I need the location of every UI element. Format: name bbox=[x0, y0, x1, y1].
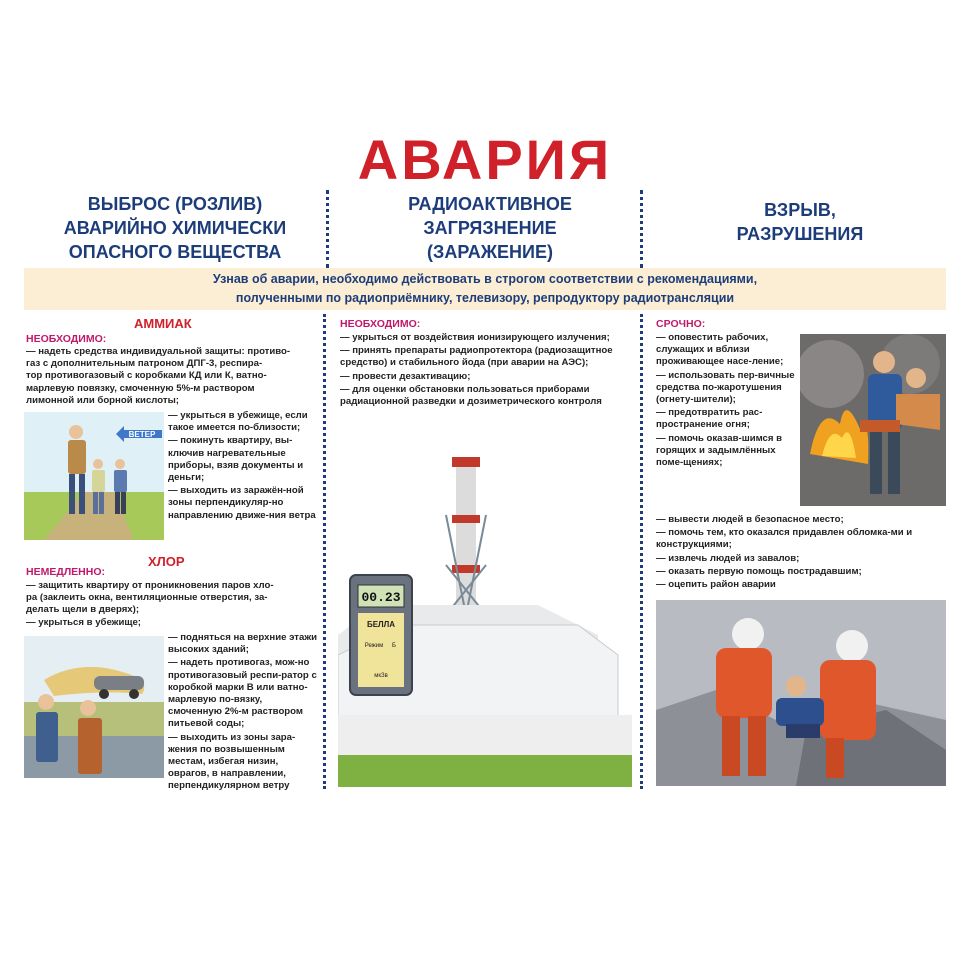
radiation-items bbox=[340, 332, 630, 409]
text-line: — защитить квартиру от проникновения паров хло- bbox=[26, 580, 274, 591]
list-item: — оповестить рабочих, служащих и вблизи проживающее насе-ление; bbox=[656, 332, 784, 368]
heading-line: ЗАГРЯЗНЕНИЕ bbox=[423, 218, 557, 238]
text-line: делать щели в дверях); bbox=[26, 604, 140, 616]
dosimeter-unit: мкЗв bbox=[374, 673, 388, 679]
radiation-label: НЕОБХОДИМО: bbox=[340, 318, 421, 330]
text-line: газ с дополнительным патроном ДПГ-3, респира- bbox=[26, 358, 263, 370]
ammonia-title: АММИАК bbox=[134, 316, 192, 331]
banner-line: полученными по радиоприёмнику, телевизору, репродуктору радиотрансляции bbox=[235, 291, 735, 305]
instruction-banner bbox=[24, 268, 946, 310]
chlorine-illustration bbox=[24, 636, 164, 778]
explosion-items-narrow bbox=[656, 332, 796, 470]
list-item: — предотвратить рас-пространение огня; bbox=[656, 407, 763, 431]
poster-title: АВАРИЯ bbox=[357, 128, 613, 191]
list-item: — использовать пер-вичные средства по-жаротушения (огнету-шители); bbox=[656, 369, 795, 406]
list-item: — укрыться от воздействия ионизирующего излучения; bbox=[340, 332, 610, 343]
text-line: — надеть средства индивидуальной защиты: противо- bbox=[26, 346, 291, 357]
dosimeter-brand: БЕЛЛА bbox=[366, 620, 396, 629]
chlorine-title: ХЛОР bbox=[148, 554, 185, 569]
list-item: — подняться на верхние этажи высоких зданий; bbox=[168, 632, 318, 656]
list-item: — вывести людей в безопасное место; bbox=[656, 514, 844, 525]
column-separator bbox=[326, 190, 329, 268]
ammonia-items bbox=[168, 410, 318, 523]
list-item: — оцепить район аварии bbox=[656, 579, 776, 591]
list-item: — помочь тем, кто оказался придавлен обломка-ми и конструкциями; bbox=[656, 527, 913, 551]
text-line: тор противогазовый с коробками КД или К, ватно- bbox=[26, 370, 267, 382]
list-item: — покинуть квартиру, вы-ключив нагревательные приборы, взяв документы и деньги; bbox=[168, 435, 304, 484]
explosion-items-wide bbox=[656, 514, 946, 592]
list-item: — извлечь людей из завалов; bbox=[656, 552, 800, 564]
list-item: — выходить из заражён-ной зоны перпендикуляр-но направлению движе-ния ветра bbox=[168, 485, 316, 521]
dosimeter-reading: 00.23 bbox=[361, 590, 401, 605]
chlorine-items bbox=[168, 632, 318, 794]
list-item: — укрыться в убежище, если такое имеется по-близости; bbox=[168, 410, 308, 434]
column-heading-explosion bbox=[665, 198, 935, 246]
chlorine-intro bbox=[26, 580, 322, 629]
chlorine-label: НЕМЕДЛЕННО: bbox=[26, 566, 106, 578]
ammonia-intro bbox=[26, 346, 322, 407]
list-item: — помочь оказав-шимся в горящих и задымлённых поме-щениях; bbox=[656, 432, 783, 469]
column-separator bbox=[640, 314, 643, 789]
list-item: — провести дезактивацию; bbox=[340, 370, 471, 382]
heading-line: ВЫБРОС (РОЗЛИВ) bbox=[87, 194, 263, 214]
wind-sign-text: ВЕТЕР bbox=[128, 430, 156, 439]
column-separator bbox=[323, 314, 326, 789]
fire-rescue-illustration bbox=[800, 334, 946, 506]
column-separator bbox=[640, 190, 643, 268]
heading-line: РАЗРУШЕНИЯ bbox=[736, 224, 864, 244]
heading-line: (ЗАРАЖЕНИЕ) bbox=[427, 242, 553, 262]
heading-line: ОПАСНОГО ВЕЩЕСТВА bbox=[68, 242, 282, 262]
heading-line: АВАРИЙНО ХИМИЧЕСКИ bbox=[63, 218, 287, 238]
list-item: — надеть противогаз, мож-но противогазовый респи-ратор с коробкой марки В или ватно-марлевую по-вязку, смоченную 2%-м раствором питьевой соды; bbox=[168, 657, 317, 730]
text-line: марлевую повязку, смоченную 5%-м раствором bbox=[26, 382, 255, 394]
ammonia-illustration bbox=[24, 412, 164, 540]
list-item: — для оценки обстановки пользоваться приборами радиационной разведки и дозиметрического контроля bbox=[340, 383, 602, 408]
dosimeter-mode-a: Режим bbox=[364, 643, 384, 649]
text-line: лимонной или борной кислоты; bbox=[26, 394, 179, 406]
ammonia-label: НЕОБХОДИМО: bbox=[26, 333, 107, 345]
nuclear-plant-illustration bbox=[338, 455, 632, 787]
heading-line: ВЗРЫВ, bbox=[764, 200, 836, 220]
debris-rescue-illustration bbox=[656, 600, 946, 786]
text-line: ра (заклеить окна, вентиляционные отверстия, за- bbox=[26, 592, 268, 604]
dosimeter-device bbox=[350, 575, 412, 695]
banner-line: Узнав об аварии, необходимо действовать в строгом соответствии с рекомендациями, bbox=[212, 272, 758, 286]
heading-line: РАДИОАКТИВНОЕ bbox=[408, 194, 572, 214]
list-item: — оказать первую помощь пострадавшим; bbox=[656, 565, 862, 577]
explosion-label: СРОЧНО: bbox=[656, 318, 706, 330]
text-line: — укрыться в убежище; bbox=[26, 616, 142, 628]
list-item: — принять препараты радиопротектора (радиозащитное средство) и стабильного йода (при аварии на АЭС); bbox=[340, 345, 613, 369]
column-heading-chemical bbox=[40, 192, 310, 264]
column-heading-radiation bbox=[355, 192, 625, 264]
dosimeter-mode-b: Б bbox=[392, 643, 396, 649]
list-item: — выходить из зоны зара-жения по возвышенным местам, избегая низин, оврагов, в направлении, перпендикулярном ветру bbox=[168, 731, 296, 792]
